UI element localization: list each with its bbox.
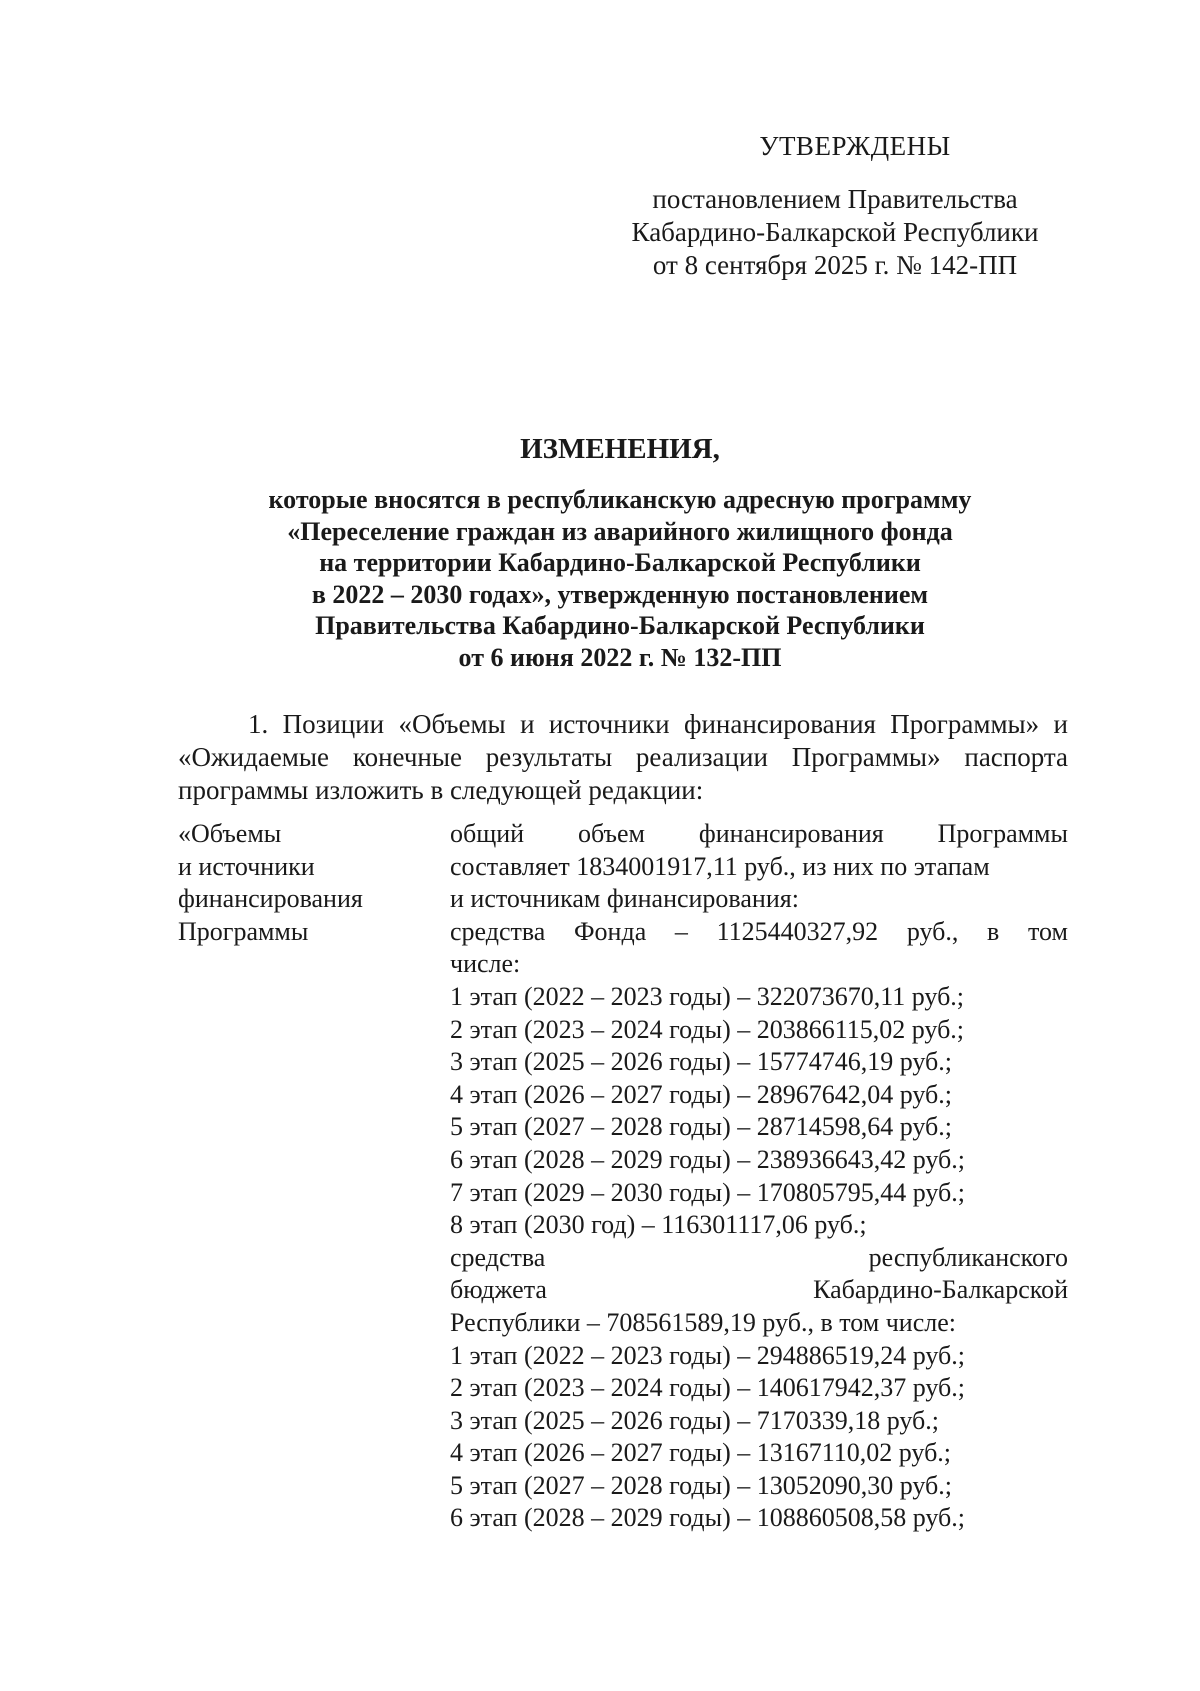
heading-line: в 2022 – 2030 годах», утвержденную постановлением (311, 579, 929, 609)
word: бюджета (450, 1275, 547, 1305)
label-line: и источники (178, 851, 315, 881)
budget-stage: 4 этап (2026 – 2027 годы) – 13167110,02 руб.; (450, 1438, 952, 1468)
word: руб., (906, 916, 959, 946)
passport-value-cell (450, 818, 1068, 1535)
budget-line-3: Республики – 708561589,19 руб., в том числе: (450, 1307, 956, 1337)
heading-line: которые вносятся в республиканскую адресную программу (268, 485, 972, 514)
changes-heading (150, 432, 1090, 673)
word: Программы (937, 819, 1068, 848)
word: финансирования (698, 819, 884, 848)
budget-stage: 6 этап (2028 – 2029 годы) – 108860508,58 руб.; (450, 1503, 965, 1533)
fund-line-1 (450, 916, 1068, 949)
total-line-1 (450, 818, 1068, 851)
word: том (1027, 916, 1068, 946)
word: 1125440327,92 (716, 916, 879, 946)
heading-line: Правительства Кабардино-Балкарской Республики (315, 611, 925, 640)
word: общий (450, 819, 525, 848)
approval-line-1: постановлением Правительства (652, 184, 1018, 214)
budget-stage: 2 этап (2023 – 2024 годы) – 140617942,37 руб.; (450, 1373, 965, 1403)
total-line-2: составляет 1834001917,11 руб., из них по этапам (450, 851, 990, 881)
fund-stage: 7 этап (2029 – 2030 годы) – 170805795,44 руб.; (450, 1177, 965, 1207)
fund-stage: 4 этап (2026 – 2027 годы) – 28967642,04 руб.; (450, 1079, 952, 1109)
fund-stage: 2 этап (2023 – 2024 годы) – 203866115,02 руб.; (450, 1014, 965, 1044)
fund-stage: 6 этап (2028 – 2029 годы) – 238936643,42 руб.; (450, 1144, 965, 1174)
total-line-3: и источникам финансирования: (450, 884, 799, 914)
approval-line-3: от 8 сентября 2025 г. № 142-ПП (652, 250, 1018, 280)
word: – (674, 916, 688, 946)
budget-stage: 1 этап (2022 – 2023 годы) – 294886519,24 руб.; (450, 1340, 965, 1370)
heading-line: на территории Кабардино-Балкарской Республики (319, 548, 921, 577)
fund-stage: 8 этап (2030 год) – 116301117,06 руб.; (450, 1210, 867, 1240)
fund-stage: 1 этап (2022 – 2023 годы) – 322073670,11 руб.; (450, 981, 965, 1011)
word: Фонда (574, 916, 647, 946)
word: объем (577, 819, 645, 848)
word: в (987, 916, 1000, 946)
word: средства (450, 1242, 546, 1272)
fund-stage: 3 этап (2025 – 2026 годы) – 15774746,19 руб.; (450, 1047, 952, 1077)
word: республиканского (868, 1242, 1068, 1272)
word: средства (450, 916, 546, 946)
passport-label-cell (178, 818, 438, 948)
heading-title: ИЗМЕНЕНИЯ, (520, 433, 720, 465)
label-line: «Объемы (178, 819, 282, 848)
label-line: Программы (178, 916, 309, 946)
heading-line: от 6 июня 2022 г. № 132-ПП (458, 642, 782, 672)
budget-line-1 (450, 1242, 1068, 1275)
label-line: финансирования (178, 884, 363, 914)
approval-title: УТВЕРЖДЕНЫ (759, 131, 951, 161)
budget-line-2 (450, 1274, 1068, 1307)
fund-stage: 5 этап (2027 – 2028 годы) – 28714598,64 руб.; (450, 1112, 952, 1142)
heading-line: «Переселение граждан из аварийного жилищного фонда (287, 516, 953, 546)
approval-line-2: Кабардино-Балкарской Республики (631, 217, 1039, 247)
budget-stage: 3 этап (2025 – 2026 годы) – 7170339,18 руб.; (450, 1405, 939, 1435)
intro-paragraph: 1. Позиции «Объемы и источники финансирования Программы» и «Ожидаемые конечные результаты реализации Программы» паспорта программы изложить в следующей редакции: (178, 709, 1068, 805)
budget-stage: 5 этап (2027 – 2028 годы) – 13052090,30 руб.; (450, 1470, 952, 1500)
word: Кабардино-Балкарской (813, 1275, 1068, 1305)
approval-block (600, 130, 1070, 282)
fund-line-2: числе: (450, 949, 521, 979)
